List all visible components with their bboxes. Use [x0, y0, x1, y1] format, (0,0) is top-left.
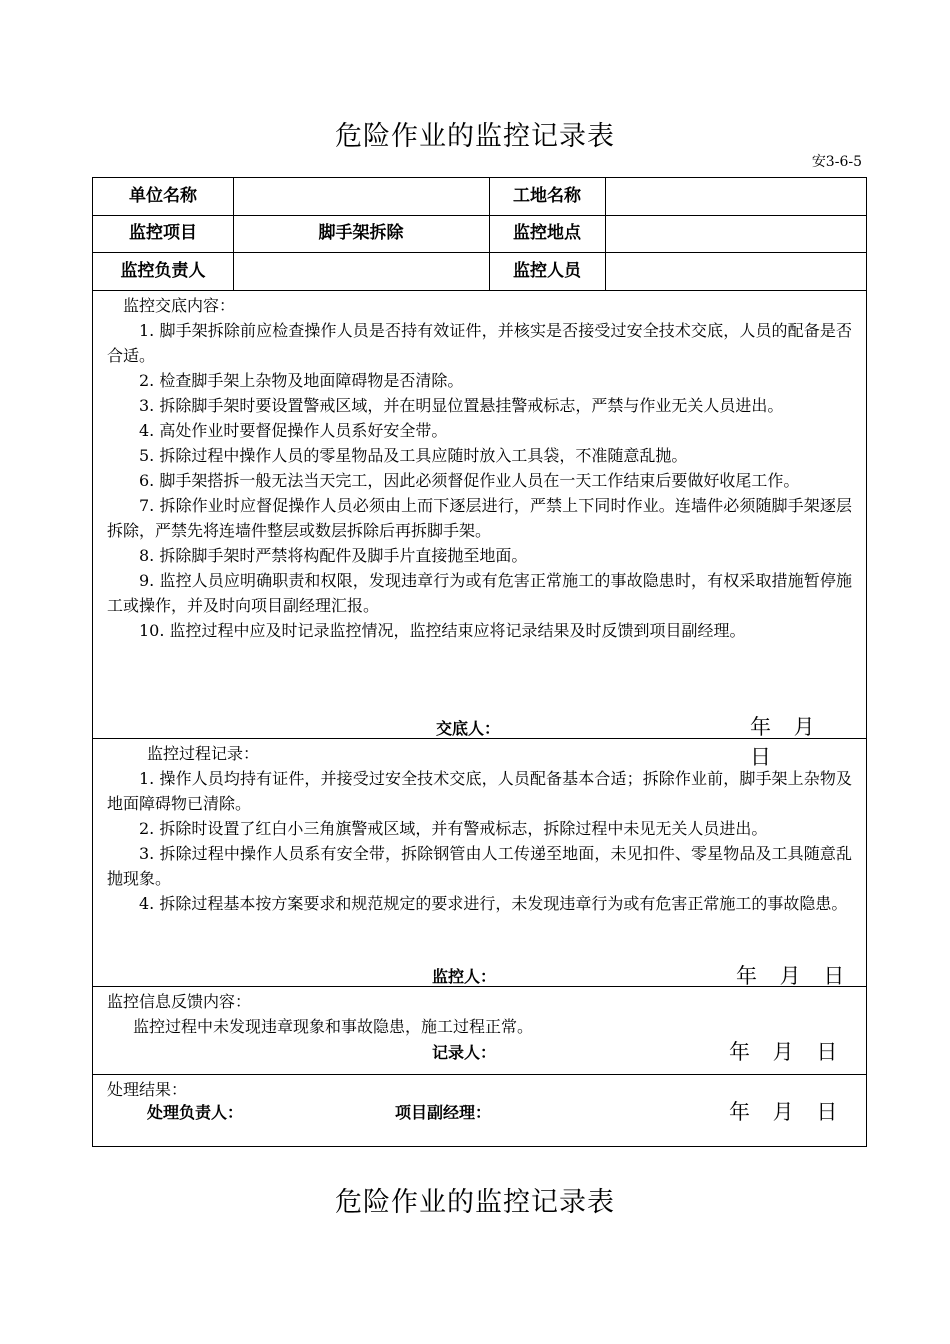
- briefing-item: 7. 拆除作业时应督促操作人员必须由上而下逐层进行，严禁上下同时作业。连墙件必须随脚手架逐层拆除，严禁先将连墙件整层或数层拆除后再拆脚手架。: [107, 496, 852, 540]
- handler-label: 处理负责人：: [147, 1103, 244, 1122]
- briefing-section: [107, 293, 852, 643]
- staff-value[interactable]: [605, 253, 865, 290]
- manager-label: 项目副经理：: [395, 1103, 492, 1122]
- item-label: 监控项目: [129, 223, 197, 243]
- process-heading: 监控过程记录：: [147, 744, 260, 763]
- briefing-item: 6. 脚手架搭拆一般无法当天完工，因此必须督促作业人员在一天工作结束后要做好收尾工作。: [139, 471, 800, 490]
- process-item: 2. 拆除时设置了红白小三角旗警戒区域，并有警戒标志，拆除过程中未见无关人员进出。: [139, 819, 768, 838]
- process-date: 年 月 日: [736, 964, 853, 988]
- briefing-item: 3. 拆除脚手架时要设置警戒区域，并在明显位置悬挂警戒标志，严禁与作业无关人员进出。: [139, 396, 784, 415]
- leader-label: 监控负责人: [120, 261, 206, 281]
- briefing-item: 8. 拆除脚手架时严禁将构配件及脚手片直接抛至地面。: [139, 546, 528, 565]
- briefing-date: 年 月 日: [750, 715, 823, 769]
- process-signer-label: 监控人：: [432, 967, 497, 986]
- location-label: 监控地点: [513, 223, 581, 243]
- row-divider: [93, 290, 866, 291]
- feedback-signer-label: 记录人：: [432, 1043, 497, 1062]
- item-value[interactable]: 脚手架拆除: [318, 223, 404, 243]
- record-table: [92, 177, 867, 1147]
- section-divider: [93, 1074, 866, 1075]
- site-name-label: 工地名称: [513, 186, 581, 206]
- process-item: 3. 拆除过程中操作人员系有安全带，拆除钢管由人工传递至地面，未见扣件、零星物品及工具随意乱抛现象。: [107, 844, 852, 888]
- feedback-date: 年 月 日: [729, 1040, 846, 1064]
- briefing-item: 1. 脚手架拆除前应检查操作人员是否持有效证件，并核实是否接受过安全技术交底，人员的配备是否合适。: [107, 321, 852, 365]
- briefing-heading: 监控交底内容：: [123, 296, 236, 315]
- section-divider: [93, 986, 866, 987]
- form-code: 安3-6-5: [811, 154, 862, 170]
- result-date: 年 月 日: [729, 1100, 846, 1124]
- process-section: [107, 741, 852, 916]
- process-item: 1. 操作人员均持有证件，并接受过安全技术交底，人员配备基本合适；拆除作业前，脚手架上杂物及地面障碍物已清除。: [107, 769, 852, 813]
- briefing-item: 5. 拆除过程中操作人员的零星物品及工具应随时放入工具袋，不准随意乱抛。: [139, 446, 688, 465]
- briefing-item: 2. 检查脚手架上杂物及地面障碍物是否清除。: [139, 371, 464, 390]
- unit-name-value[interactable]: [233, 178, 489, 215]
- unit-name-label: 单位名称: [129, 186, 197, 206]
- result-heading: 处理结果：: [107, 1080, 188, 1099]
- briefing-item: 9. 监控人员应明确职责和权限，发现违章行为或有危害正常施工的事故隐患时，有权采取措施暂停施工或操作，并及时向项目副经理汇报。: [107, 571, 852, 615]
- process-item: 4. 拆除过程基本按方案要求和规范规定的要求进行，未发现违章行为或有危害正常施工的事故隐患。: [139, 894, 848, 913]
- leader-value[interactable]: [233, 253, 489, 290]
- briefing-item: 4. 高处作业时要督促操作人员系好安全带。: [139, 421, 448, 440]
- feedback-heading: 监控信息反馈内容：: [107, 992, 252, 1011]
- feedback-content: 监控过程中未发现违章现象和事故隐患，施工过程正常。: [133, 1017, 534, 1036]
- briefing-item: 10. 监控过程中应及时记录监控情况，监控结束应将记录结果及时反馈到项目副经理。: [139, 621, 746, 640]
- section-divider: [93, 738, 866, 739]
- page-title: 危险作业的监控记录表: [335, 121, 615, 152]
- briefing-signer-label: 交底人：: [436, 719, 501, 738]
- page-title: 危险作业的监控记录表: [335, 1187, 615, 1218]
- site-name-value[interactable]: [605, 178, 865, 215]
- staff-label: 监控人员: [513, 261, 581, 281]
- feedback-section: [107, 989, 852, 1039]
- location-value[interactable]: [605, 215, 865, 252]
